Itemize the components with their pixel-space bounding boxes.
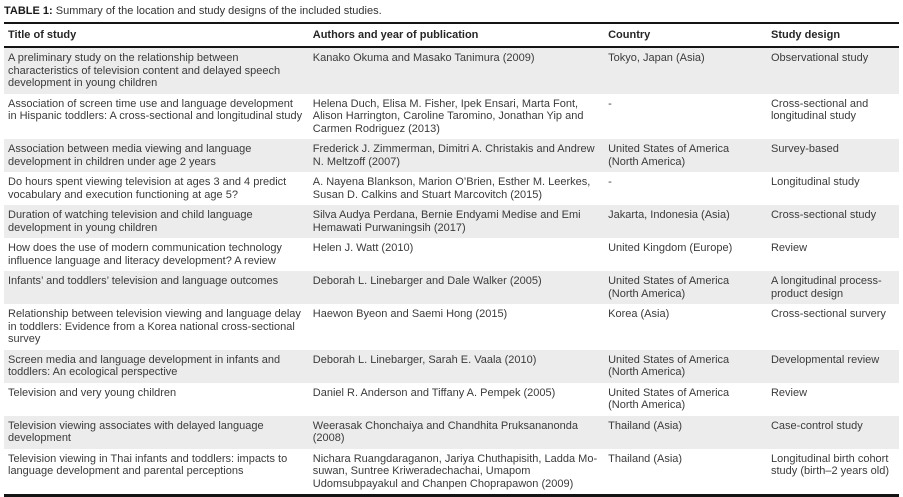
cell-country: United States of America (North America)	[608, 275, 730, 300]
column-header-design: Study design	[770, 29, 841, 41]
cell-country: United States of America (North America)	[608, 143, 730, 168]
cell-design: Developmental review	[770, 353, 880, 366]
cell-design: Review	[770, 242, 808, 254]
cell-authors: Frederick J. Zimmerman, Dimitri A. Christakis and Andrew N. Meltzoff (2007)	[312, 143, 595, 168]
cell-title: Duration of watching television and child language development in young children	[8, 209, 253, 234]
cell-country: Tokyo, Japan (Asia)	[608, 52, 705, 64]
table-row	[4, 350, 899, 383]
column-header-authors: Authors and year of publication	[312, 29, 479, 41]
table-header	[4, 23, 899, 47]
table-row	[4, 271, 899, 304]
table-row	[4, 94, 899, 140]
cell-design: A longitudinal process-product design	[770, 275, 882, 300]
column-header-title: Title of study	[8, 29, 77, 41]
cell-authors: Haewon Byeon and Saemi Hong (2015)	[312, 308, 508, 320]
cell-country: United States of America (North America)	[608, 353, 730, 378]
cell-design: Observational study	[770, 52, 869, 64]
cell-authors: Nichara Ruangdaraganon, Jariya Chuthapisith, Ladda Mo-suwan, Suntree Kriweradechachai, Umapom Udomsubpayakul and Chanpen Choprapawon (2009)	[312, 452, 598, 490]
table-row	[4, 139, 899, 172]
table-header-row	[4, 23, 899, 47]
cell-country: Thailand (Asia)	[608, 452, 683, 465]
cell-title: Infants’ and toddlers’ television and language outcomes	[8, 275, 279, 287]
column-header-country: Country	[608, 29, 651, 41]
table-row	[4, 449, 899, 496]
table-row	[4, 47, 899, 94]
cell-authors: Deborah L. Linebarger, Sarah E. Vaala (2010)	[312, 353, 537, 366]
table-row	[4, 238, 899, 271]
cell-title: Screen media and language development in infants and toddlers: An ecological perspective	[8, 353, 281, 378]
cell-authors: Helen J. Watt (2010)	[312, 242, 414, 254]
cell-country: United Kingdom (Europe)	[608, 242, 733, 254]
cell-design: Longitudinal birth cohort study (birth–2 years old)	[770, 452, 889, 477]
cell-country: Jakarta, Indonesia (Asia)	[608, 209, 730, 221]
cell-design: Survey-based	[770, 143, 839, 155]
cell-authors: Kanako Okuma and Masako Tanimura (2009)	[312, 52, 535, 64]
table-row	[4, 383, 899, 416]
cell-country: -	[608, 176, 612, 188]
cell-title: A preliminary study on the relationship between characteristics of television content and delayed speech development in young children	[8, 52, 281, 89]
cell-country: United States of America (North America)	[608, 386, 730, 411]
studies-table	[4, 22, 899, 497]
cell-title: Association between media viewing and language development in children under age 2 years	[8, 143, 252, 168]
cell-title: Television viewing associates with delayed language development	[8, 419, 264, 444]
table-row	[4, 172, 899, 205]
cell-design: Review	[770, 386, 808, 399]
cell-design: Longitudinal study	[770, 176, 860, 188]
cell-authors: Deborah L. Linebarger and Dale Walker (2005)	[312, 275, 542, 287]
cell-title: Relationship between television viewing and language delay in toddlers: Evidence from a Korea national cross-sectional survey	[8, 308, 301, 345]
cell-title: Television viewing in Thai infants and toddlers: impacts to language development and parental perceptions	[8, 452, 288, 477]
table-caption-label: TABLE 1:	[4, 5, 53, 17]
table-row	[4, 304, 899, 350]
cell-authors: Daniel R. Anderson and Tiffany A. Pempek (2005)	[312, 386, 556, 399]
cell-title: How does the use of modern communication technology influence language and literacy development? A review	[8, 242, 282, 267]
table-caption-text: Summary of the location and study designs of the included studies.	[52, 5, 382, 17]
cell-title: Do hours spent viewing television at ages 3 and 4 predict vocabulary and execution functioning at age 5?	[8, 176, 287, 201]
table-row	[4, 205, 899, 238]
cell-authors: Helena Duch, Elisa M. Fisher, Ipek Ensari, Marta Font, Alison Harrington, Caroline Taromino, Jonathan Yip and Carmen Rodriguez (2013)	[312, 97, 584, 135]
cell-authors: Silva Audya Perdana, Bernie Endyami Medise and Emi Hemawati Purwaningsih (2017)	[312, 209, 581, 234]
cell-country: Korea (Asia)	[608, 308, 670, 320]
table-body	[4, 47, 899, 496]
cell-authors: A. Nayena Blankson, Marion O’Brien, Esther M. Leerkes, Susan D. Calkins and Stuart Marcovitch (2015)	[312, 176, 591, 201]
cell-title: Association of screen time use and language development in Hispanic toddlers: A cross-sectional and longitudinal study	[8, 97, 303, 122]
cell-authors: Weerasak Chonchaiya and Chandhita Pruksananonda (2008)	[312, 419, 578, 444]
cell-design: Cross-sectional and longitudinal study	[770, 97, 869, 122]
cell-country: Thailand (Asia)	[608, 419, 683, 432]
cell-design: Case-control study	[770, 419, 863, 432]
cell-design: Cross-sectional survery	[770, 308, 886, 320]
table-row	[4, 416, 899, 449]
cell-title: Television and very young children	[8, 386, 177, 399]
cell-design: Cross-sectional study	[770, 209, 877, 221]
cell-country: -	[608, 97, 612, 110]
table-caption	[4, 0, 899, 22]
